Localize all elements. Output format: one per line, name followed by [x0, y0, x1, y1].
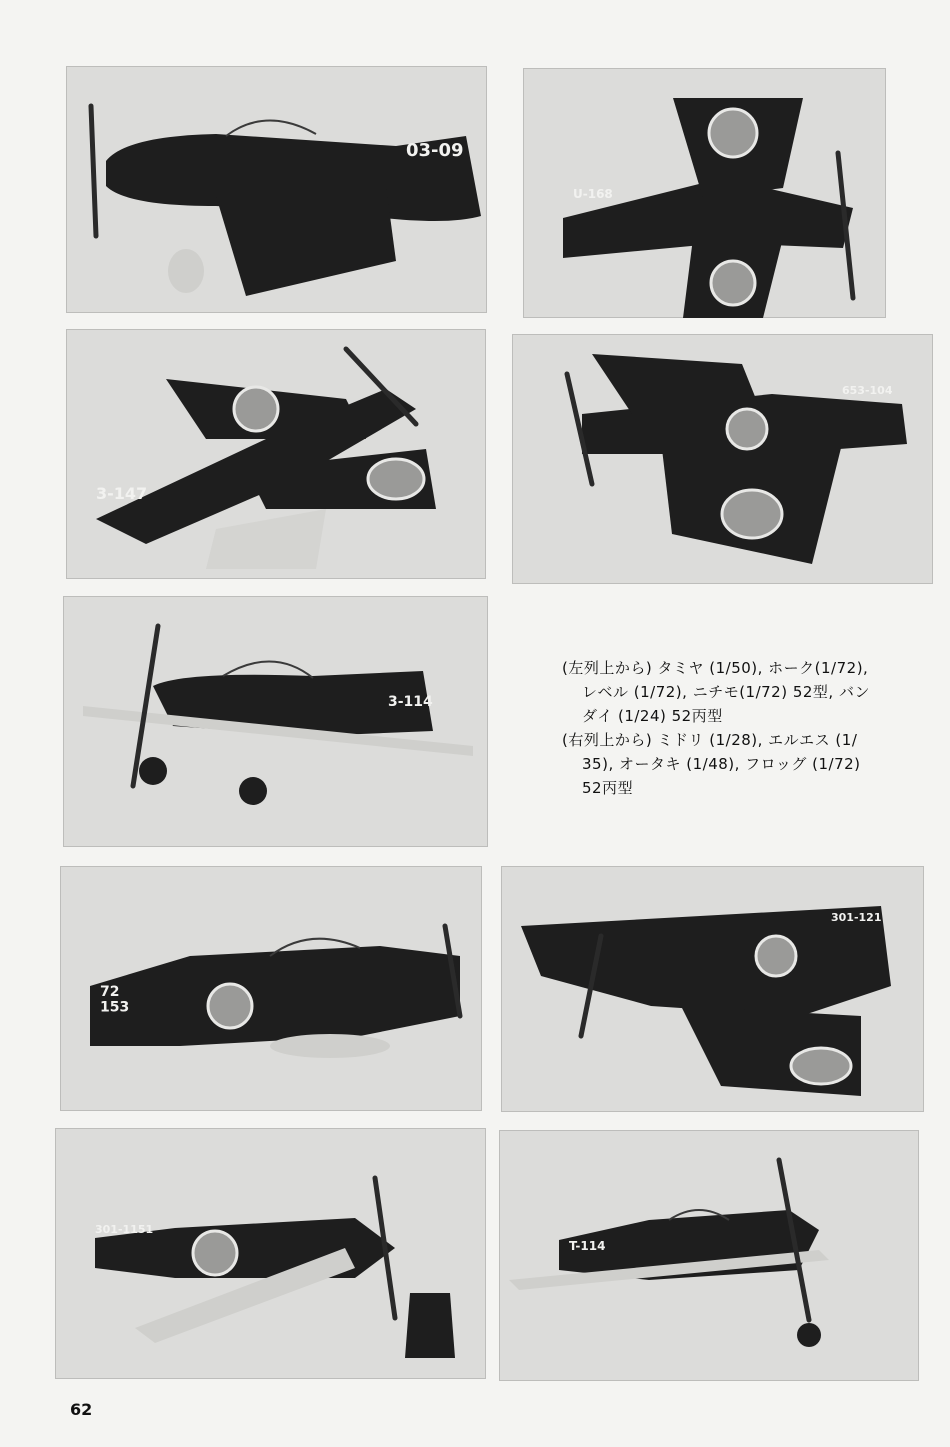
photo-model-midori — [523, 68, 886, 318]
aircraft-model-image — [60, 866, 482, 1111]
photo-model-bandai — [55, 1128, 486, 1379]
aircraft-model-image — [55, 1128, 486, 1379]
aircraft-marking: 301-121 — [831, 911, 882, 924]
aircraft-marking: 3-114 — [388, 694, 433, 710]
caption-line: (右列上から) ミドリ (1/28), エルエス (1/ — [562, 731, 858, 749]
aircraft-marking: 653-104 — [842, 384, 893, 397]
photo-model-tamiya — [66, 66, 487, 313]
aircraft-marking: T-114 — [569, 1239, 606, 1253]
aircraft-marking: 301-1151 — [95, 1223, 154, 1236]
aircraft-model-image — [66, 66, 487, 313]
aircraft-marking: U-168 — [573, 187, 613, 201]
photo-caption — [562, 656, 912, 800]
aircraft-model-image — [499, 1130, 919, 1381]
caption-line: ダイ (1/24) 52丙型 — [582, 707, 723, 725]
caption-line: レベル (1/72), ニチモ(1/72) 52型, バン — [582, 683, 870, 701]
aircraft-model-image — [63, 596, 488, 847]
aircraft-model-image — [523, 68, 886, 318]
aircraft-model-image — [66, 329, 486, 579]
aircraft-marking: 03-09 — [406, 140, 464, 161]
aircraft-marking: 3-147 — [96, 484, 148, 503]
caption-line: 52丙型 — [582, 779, 634, 797]
page-number: 62 — [70, 1400, 93, 1419]
photo-model-revell — [63, 596, 488, 847]
aircraft-model-image — [512, 334, 933, 584]
photo-model-frog — [499, 1130, 919, 1381]
photo-model-hawk — [66, 329, 486, 579]
aircraft-model-image — [501, 866, 924, 1112]
photo-model-nichimo — [60, 866, 482, 1111]
caption-line: 35), オータキ (1/48), フロッグ (1/72) — [582, 755, 861, 773]
aircraft-marking: 72 153 — [100, 984, 130, 1016]
photo-model-ls — [512, 334, 933, 584]
caption-line: (左列上から) タミヤ (1/50), ホーク(1/72), — [562, 659, 869, 677]
photo-model-otaki — [501, 866, 924, 1112]
